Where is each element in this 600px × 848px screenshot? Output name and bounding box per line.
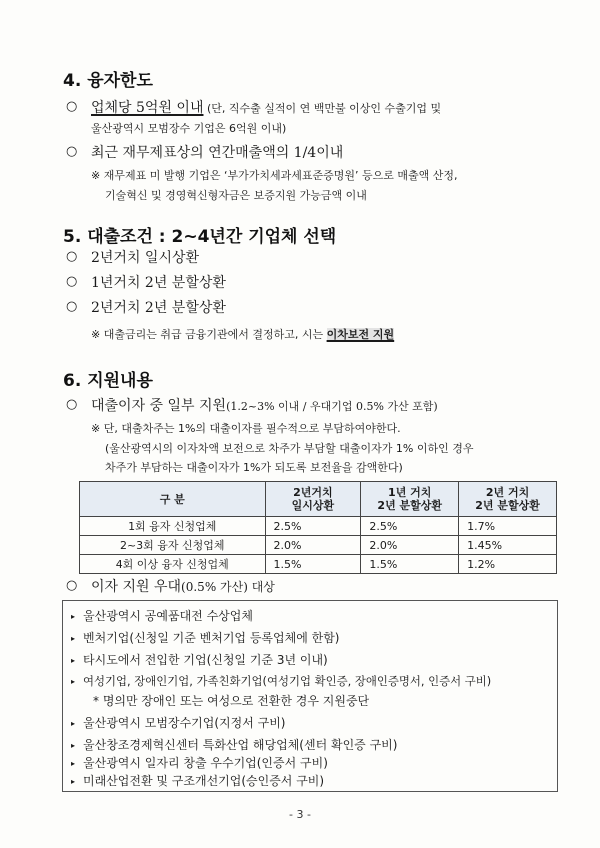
bullet-circle: ○ xyxy=(66,274,78,289)
note-financial-statement: ※ 재무제표 미 발행 기업은 ‘부가가치세과세표준증명원’ 등으로 매출액 산정, xyxy=(91,169,458,182)
page-number: - 3 - xyxy=(289,808,311,821)
table-header-cell xyxy=(459,482,557,517)
support-rate-table xyxy=(79,481,557,574)
table-cell: 2.5% xyxy=(265,517,361,536)
bullet-circle: ○ xyxy=(66,578,78,593)
table-header-row xyxy=(80,482,557,517)
list-item xyxy=(71,714,285,731)
list-item-text: 여성기업, 장애인기업, 가족친화기업(여성기업 확인증, 장애인증명서, 인증서 구비) xyxy=(83,674,492,688)
table-cell: 1.5% xyxy=(265,555,361,574)
list-item-text: 타시도에서 전입한 기업(신청일 기준 3년 이내) xyxy=(83,653,328,667)
table-row xyxy=(80,555,557,574)
support-content-main: 대출이자 중 일부 지원 xyxy=(91,398,227,414)
note-interest-rate-text: ※ 대출금리는 취급 금융기관에서 결정하고, 시는 xyxy=(91,328,327,341)
list-item-text: 미래산업전환 및 구조개선기업(승인증서 구비) xyxy=(83,774,325,788)
list-item xyxy=(71,772,324,789)
triangle-bullet-icon: ▸ xyxy=(71,719,76,728)
list-item-text: 울산창조경제혁신센터 특화산업 해당업체(센터 확인증 구비) xyxy=(83,738,398,752)
table-cell: 2.0% xyxy=(361,536,459,555)
list-item-text: 울산광역시 모범장수기업(지정서 구비) xyxy=(83,716,286,730)
triangle-bullet-icon: ▸ xyxy=(71,656,76,665)
bullet-circle: ○ xyxy=(66,249,78,264)
table-cell: 2.0% xyxy=(265,536,361,555)
sales-limit-text: 최근 재무제표상의 연간매출액의 1/4이내 xyxy=(91,145,344,161)
loan-limit-main: 업체당 5억원 이내 xyxy=(91,100,204,116)
loan-condition-item: 2년거치 일시상환 xyxy=(91,250,200,266)
table-header-label: 구 분 xyxy=(159,492,185,506)
table-cell: 1회 융자 신청업체 xyxy=(80,517,266,536)
preferred-support-detail: (0.5% 가산) 대상 xyxy=(181,580,275,594)
list-item-text: 울산광역시 공예품대전 수상업체 xyxy=(83,609,253,623)
table-cell: 1.7% xyxy=(459,517,557,536)
note-borrower: ※ 단, 대출차주는 1%의 대출이자를 필수적으로 부담하여야한다. xyxy=(91,422,401,435)
list-item-text: 울산광역시 일자리 창출 우수기업(인증서 구비) xyxy=(83,756,328,770)
list-note: * 명의만 장애인 또는 여성으로 전환한 경우 지원중단 xyxy=(93,694,370,708)
table-header-cell xyxy=(361,482,459,517)
section-6-title: 6. 지원내용 xyxy=(63,371,153,391)
bullet-circle: ○ xyxy=(66,144,78,159)
note-interest-highlight: 이차보전 지원 xyxy=(326,328,395,341)
triangle-bullet-icon: ▸ xyxy=(71,741,76,750)
list-item xyxy=(71,736,397,753)
preferred-support-line xyxy=(91,576,275,596)
list-item-text: 벤처기업(신청일 기준 벤처기업 등록업체에 한함) xyxy=(83,631,340,645)
table-cell: 4회 이상 융자 신청업체 xyxy=(80,555,266,574)
loan-condition-item: 2년거치 2년 분할상환 xyxy=(91,300,226,316)
triangle-bullet-icon: ▸ xyxy=(71,677,76,686)
section-4-title: 4. 융자한도 xyxy=(63,71,153,91)
loan-limit-detail: (단, 직수출 실적이 연 백만불 이상인 수출기업 및 xyxy=(203,102,442,115)
table-header-cell xyxy=(80,482,266,517)
bullet-circle: ○ xyxy=(66,299,78,314)
list-item xyxy=(71,673,491,689)
table-header-label: 1년 거치 2년 분할상환 xyxy=(377,486,443,512)
note-borrower-2: (울산광역시의 이자차액 보전으로 차주가 부담할 대출이자가 1% 이하인 경우 xyxy=(105,442,474,455)
triangle-bullet-icon: ▸ xyxy=(71,759,76,768)
list-item xyxy=(71,629,339,646)
list-item xyxy=(71,754,328,771)
table-cell: 2~3회 융자 신청업체 xyxy=(80,536,266,555)
table-cell: 2.5% xyxy=(361,517,459,536)
support-content-detail: (1.2~3% 이내 / 우대기업 0.5% 가산 포함) xyxy=(226,400,438,413)
preferred-company-list xyxy=(62,600,558,792)
section-5-title: 5. 대출조건 : 2~4년간 기업체 선택 xyxy=(63,227,337,247)
note-financial-statement-2: 기술혁신 및 경영혁신형자금은 보증지원 가능금액 이내 xyxy=(105,189,367,202)
table-header-cell xyxy=(265,482,361,517)
bullet-circle: ○ xyxy=(66,99,78,114)
bullet-circle: ○ xyxy=(66,397,78,412)
table-row xyxy=(80,536,557,555)
note-interest-rate xyxy=(91,326,394,342)
triangle-bullet-icon: ▸ xyxy=(71,777,76,786)
preferred-support-main: 이자 지원 우대 xyxy=(91,579,182,595)
triangle-bullet-icon: ▸ xyxy=(71,612,76,621)
note-borrower-3: 차주가 부담하는 대출이자가 1%가 되도록 보전율을 감액한다) xyxy=(105,461,403,474)
table-cell: 1.2% xyxy=(459,555,557,574)
loan-condition-item: 1년거치 2년 분할상환 xyxy=(91,275,226,291)
table-header-label: 2년 거치 2년 분할상환 xyxy=(475,486,540,512)
loan-limit-line xyxy=(91,97,441,117)
table-row xyxy=(80,517,557,536)
list-item xyxy=(71,651,328,668)
list-item xyxy=(71,607,253,624)
loan-limit-line2: 울산광역시 모범장수 기업은 6억원 이내) xyxy=(91,122,287,135)
table-cell: 1.45% xyxy=(459,536,557,555)
table-cell: 1.5% xyxy=(361,555,459,574)
table-header-label: 2년거치 일시상환 xyxy=(291,486,335,512)
triangle-bullet-icon: ▸ xyxy=(71,634,76,643)
support-content-line xyxy=(91,395,438,415)
